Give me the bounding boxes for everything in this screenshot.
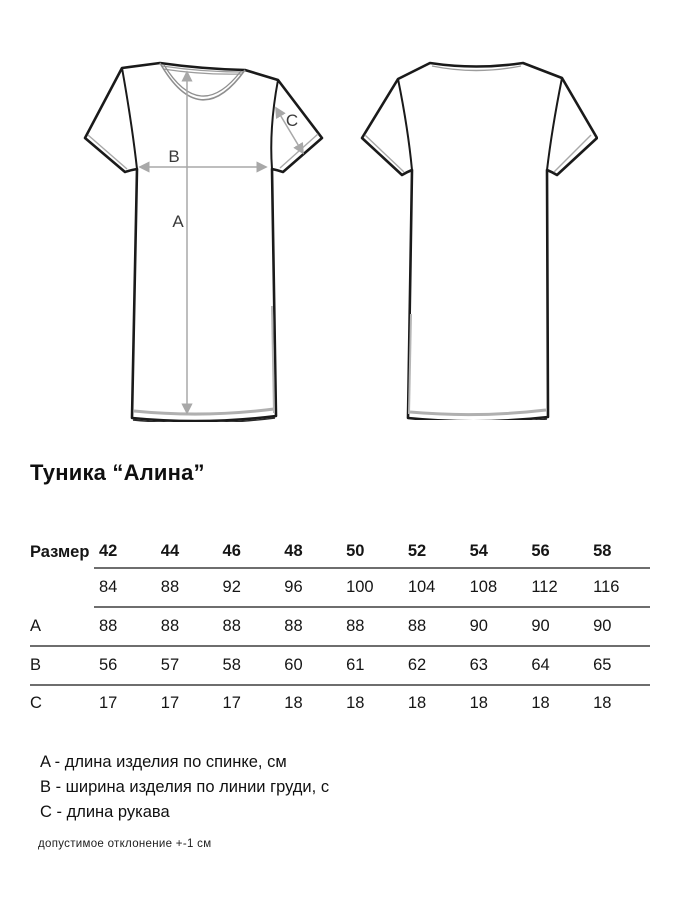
table-header-row [30, 536, 650, 568]
tolerance-note: допустимое отклонение +-1 см [38, 838, 212, 850]
size-header-cell: 58 [588, 536, 650, 568]
row-label: A [30, 607, 94, 646]
garment-back-view [358, 56, 598, 420]
table-cell: 17 [222, 694, 241, 712]
table-cell: 17 [160, 694, 180, 712]
size-header-cell: 50 [341, 536, 403, 568]
table-cell: 88 [403, 607, 465, 646]
table-cell: 88 [94, 607, 156, 646]
table-cell: 60 [279, 646, 341, 685]
table-row-chest [30, 568, 650, 607]
size-header-cell: 52 [403, 536, 465, 568]
table-cell: 18 [346, 694, 365, 712]
table-row-b [30, 646, 650, 685]
table-row-a [30, 607, 650, 646]
table-cell: 100 [341, 568, 403, 607]
legend-item-c: C - длина рукава [40, 803, 170, 821]
legend-item-a: A - длина изделия по спинке, см [40, 753, 287, 771]
table-cell: 64 [526, 646, 588, 685]
table-cell: 90 [526, 607, 588, 646]
table-cell: 88 [341, 607, 403, 646]
size-header-cell: 54 [465, 536, 527, 568]
measure-c-label: C [285, 111, 299, 130]
product-title: Туника “Алина” [30, 460, 205, 485]
legend-item-b: B - ширина изделия по линии груди, с [40, 778, 330, 796]
table-cell: 57 [156, 646, 218, 685]
table-cell: 104 [403, 568, 465, 607]
size-header-cell: 42 [94, 536, 156, 568]
size-header-cell: 44 [156, 536, 218, 568]
row-label: C [30, 694, 42, 712]
row-label [30, 568, 94, 607]
measure-a-label: A [172, 212, 184, 231]
table-cell: 84 [94, 568, 156, 607]
table-cell: 17 [99, 694, 118, 712]
row-label: B [30, 646, 94, 685]
garment-front-view [82, 56, 324, 422]
table-cell: 65 [588, 646, 650, 685]
table-cell: 96 [279, 568, 341, 607]
table-row-c [30, 685, 650, 721]
table-cell: 18 [593, 694, 612, 712]
table-cell: 18 [407, 694, 427, 712]
table-cell: 62 [403, 646, 465, 685]
table-cell: 116 [588, 568, 650, 607]
table-cell: 18 [531, 694, 550, 712]
table-cell: 61 [341, 646, 403, 685]
table-cell: 112 [526, 568, 588, 607]
table-cell: 63 [465, 646, 527, 685]
table-cell: 88 [156, 568, 218, 607]
table-cell: 88 [279, 607, 341, 646]
size-table [30, 536, 650, 721]
table-cell: 18 [284, 694, 303, 712]
table-cell: 18 [469, 694, 488, 712]
table-cell: 88 [218, 607, 280, 646]
size-header-cell: 48 [279, 536, 341, 568]
table-cell: 88 [156, 607, 218, 646]
measurement-legend [40, 752, 329, 827]
measure-b-label: B [168, 147, 180, 166]
size-header-cell: 56 [526, 536, 588, 568]
table-cell: 108 [465, 568, 527, 607]
table-cell: 56 [94, 646, 156, 685]
table-cell: 90 [465, 607, 527, 646]
back-outline [362, 63, 597, 420]
table-cell: 90 [588, 607, 650, 646]
table-corner-label: Размер [30, 542, 90, 561]
table-cell: 92 [218, 568, 280, 607]
table-cell: 58 [218, 646, 280, 685]
size-header-cell: 46 [218, 536, 280, 568]
